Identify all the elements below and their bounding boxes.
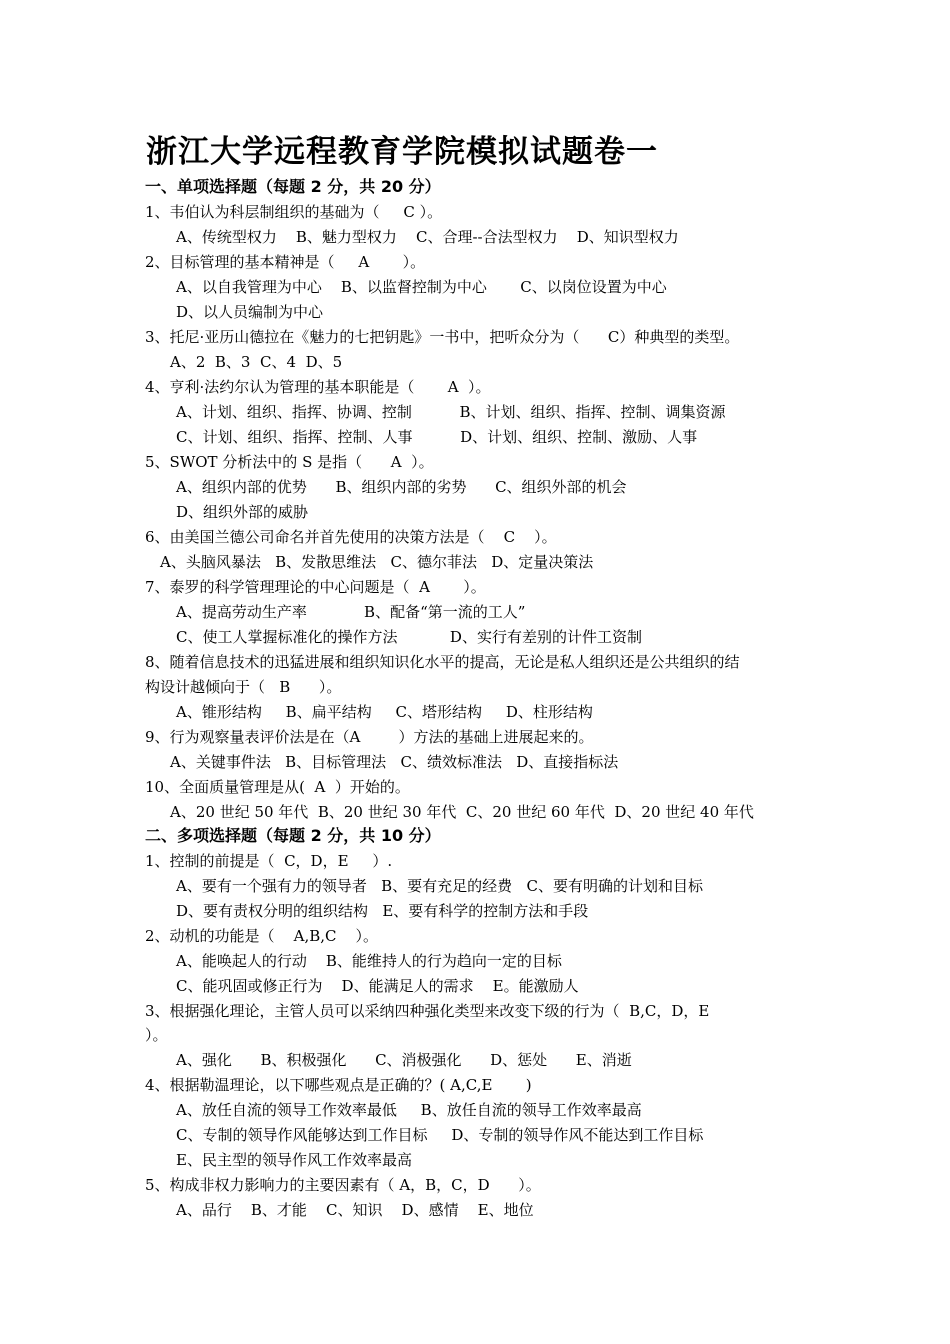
option-line: C、能巩固或修正行为 D、能满足人的需求 E。能激励人 bbox=[176, 977, 579, 995]
option-line: A、头脑风暴法 B、发散思维法 C、德尔菲法 D、定量决策法 bbox=[160, 553, 594, 571]
option-line: A、能唤起人的行动 B、能维持人的行为趋向一定的目标 bbox=[176, 952, 562, 970]
option-line: A、强化 B、积极强化 C、消极强化 D、惩处 E、消逝 bbox=[176, 1051, 632, 1069]
question-line: 4、亨利·法约尔认为管理的基本职能是（ A ）。 bbox=[145, 378, 491, 396]
option-line: A、2 B、3 C、4 D、5 bbox=[170, 353, 343, 371]
question-line: 3、托尼·亚历山德拉在《魅力的七把钥匙》一书中，把听众分为（ C）种典型的类型。 bbox=[145, 328, 740, 346]
option-line: A、组织内部的优势 B、组织内部的劣势 C、组织外部的机会 bbox=[176, 478, 627, 496]
question-line: 6、由美国兰德公司命名并首先使用的决策方法是（ C ）。 bbox=[145, 528, 557, 546]
option-line: D、要有责权分明的组织结构 E、要有科学的控制方法和手段 bbox=[176, 902, 589, 920]
question-line: 3、根据强化理论，主管人员可以采纳四种强化类型来改变下级的行为（ B,C，D，E bbox=[145, 1002, 710, 1020]
question-line: 5、构成非权力影响力的主要因素有（ A，B，C，D ）。 bbox=[145, 1176, 541, 1194]
option-line: E、民主型的领导作风工作效率最高 bbox=[176, 1151, 412, 1169]
question-line-continued: 构设计越倾向于（ B ）。 bbox=[145, 678, 342, 696]
option-line: D、组织外部的威胁 bbox=[176, 503, 309, 521]
option-line: C、使工人掌握标准化的操作方法 D、实行有差别的计件工资制 bbox=[176, 628, 642, 646]
question-line: 1、韦伯认为科层制组织的基础为（ C ）。 bbox=[145, 203, 443, 221]
question-line: 5、SWOT 分析法中的 S 是指（ A ）。 bbox=[145, 453, 434, 471]
option-line: C、计划、组织、指挥、控制、人事 D、计划、组织、控制、激励、人事 bbox=[176, 428, 698, 446]
section1-heading: 一、单项选择题（每题 2 分，共 20 分） bbox=[145, 177, 441, 196]
question-line: 4、根据勒温理论，以下哪些观点是正确的？( A,C,E ) bbox=[145, 1076, 532, 1094]
option-line: A、品行 B、才能 C、知识 D、感情 E、地位 bbox=[176, 1201, 534, 1219]
option-line: A、传统型权力 B、魅力型权力 C、合理--合法型权力 D、知识型权力 bbox=[176, 228, 679, 246]
option-line: A、锥形结构 B、扁平结构 C、塔形结构 D、柱形结构 bbox=[176, 703, 593, 721]
option-line: A、放任自流的领导工作效率最低 B、放任自流的领导工作效率最高 bbox=[176, 1101, 642, 1119]
exam-title: 浙江大学远程教育学院模拟试题卷一 bbox=[146, 134, 658, 170]
option-line: A、要有一个强有力的领导者 B、要有充足的经费 C、要有明确的计划和目标 bbox=[176, 877, 703, 895]
question-line-continued: ）。 bbox=[145, 1026, 168, 1044]
option-line: A、关键事件法 B、目标管理法 C、绩效标准法 D、直接指标法 bbox=[170, 753, 619, 771]
question-line: 2、目标管理的基本精神是（ A ）。 bbox=[145, 253, 426, 271]
question-line: 2、动机的功能是（ A,B,C ）。 bbox=[145, 927, 379, 945]
question-line: 7、泰罗的科学管理理论的中心问题是（ A ）。 bbox=[145, 578, 486, 596]
option-line: C、专制的领导作风能够达到工作目标 D、专制的领导作风不能达到工作目标 bbox=[176, 1126, 704, 1144]
option-line: A、提高劳动生产率 B、配备“第一流的工人” bbox=[176, 603, 526, 621]
option-line: A、以自我管理为中心 B、以监督控制为中心 C、以岗位设置为中心 bbox=[176, 278, 667, 296]
section2-heading: 二、多项选择题（每题 2 分，共 10 分） bbox=[145, 826, 441, 845]
question-line: 9、行为观察量表评价法是在（A ）方法的基础上进展起来的。 bbox=[145, 728, 594, 746]
question-line: 1、控制的前提是（ C，D，E ）. bbox=[145, 852, 393, 870]
option-line: A、20 世纪 50 年代 B、20 世纪 30 年代 C、20 世纪 60 年代 D、20 世纪 40 年代 bbox=[170, 803, 754, 821]
option-line: A、计划、组织、指挥、协调、控制 B、计划、组织、指挥、控制、调集资源 bbox=[176, 403, 726, 421]
option-line: D、以人员编制为中心 bbox=[176, 303, 324, 321]
question-line: 8、随着信息技术的迅猛进展和组织知识化水平的提高，无论是私人组织还是公共组织的结 bbox=[145, 653, 740, 671]
question-line: 10、全面质量管理是从( A ）开始的。 bbox=[145, 778, 410, 796]
